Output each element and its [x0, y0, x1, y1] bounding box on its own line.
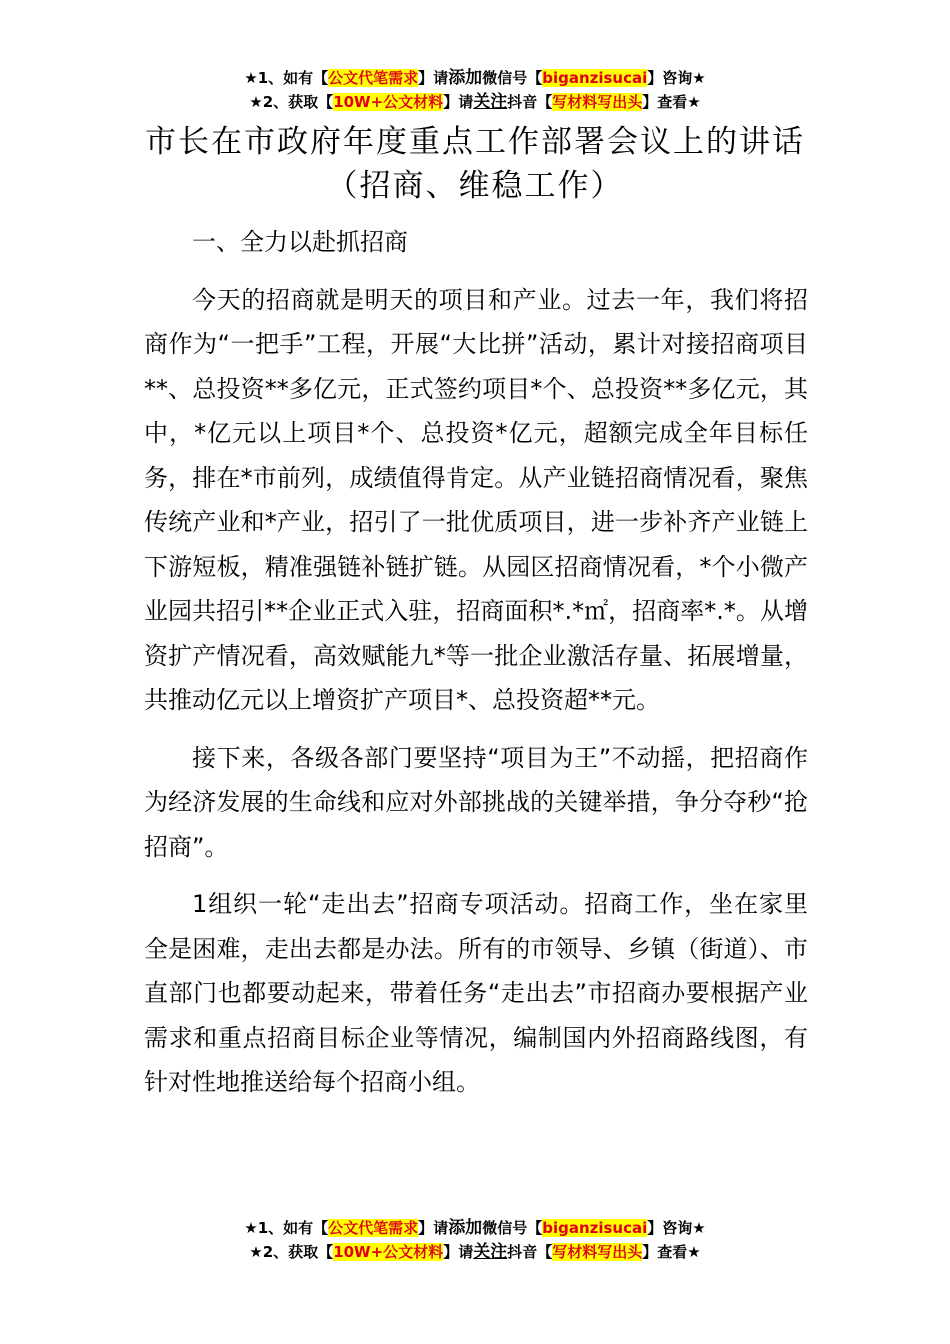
banner-text: 添加: [448, 1218, 483, 1238]
paragraph: 今天的招商就是明天的项目和产业。过去一年，我们将招商作为“一把手”工程，开展“大比拼”活动，累计对接招商项目**、总投资**多亿元，正式签约项目*个、总投资**多亿元，其中，*亿元以上项目*个、总投资*亿元，超额完成全年目标任务，排在*市前列，成绩值得肯定。从产业链招商情况看，聚焦传统产业和*产业，招引了一批优质项目，进一步补齐产业链上下游短板，精准强链补链扩链。从园区招商情况看，*个小微产业园共招引**企业正式入驻，招商面积*.*㎡，招商率*.*。从增资扩产情况看，高效赋能九*等一批企业激活存量、拓展增量，共推动亿元以上增资扩产项目*、总投资超**元。: [144, 285, 808, 714]
banner-text: ★1、如有【: [244, 69, 329, 87]
banner-highlight: 写材料写出头: [552, 1243, 643, 1261]
banner-text: 】请: [443, 93, 474, 111]
banner-text: 】咨询★: [647, 69, 706, 87]
banner-highlight: 10W+公文材料: [333, 93, 444, 111]
paragraph: 接下来，各级各部门要坚持“项目为王”不动摇，把招商作为经济发展的生命线和应对外部挑战的关键举措，争分夺秒“抢招商”。: [144, 743, 808, 861]
banner-line-2: [0, 90, 950, 114]
banner-line-1: [0, 1216, 950, 1240]
banner-text: ★2、获取【: [249, 93, 334, 111]
banner-text: 】查看★: [642, 93, 701, 111]
banner-highlight: 10W+公文材料: [333, 1243, 444, 1261]
banner-text: 抖音【: [507, 1243, 553, 1261]
footer-banner: [0, 1216, 950, 1264]
banner-text: 】请: [443, 1243, 474, 1261]
section-heading: 一、全力以赴抓招商: [192, 228, 408, 256]
banner-highlight: 公文代笔需求: [328, 1219, 419, 1237]
banner-text: ★1、如有【: [244, 1219, 329, 1237]
banner-text: 抖音【: [507, 93, 553, 111]
document-body: [144, 220, 808, 1118]
banner-highlight: 写材料写出头: [552, 93, 643, 111]
paragraph: 1组织一轮“走出去”招商专项活动。招商工作，坐在家里全是困难，走出去都是办法。所有的市领导、乡镇（街道）、市直部门也都要动起来，带着任务“走出去”市招商办要根据产业需求和重点招商目标企业等情况，编制国内外招商路线图，有针对性地推送给每个招商小组。: [144, 890, 808, 1096]
banner-wechat-id: biganzisucai: [542, 1219, 648, 1237]
banner-text: 关注: [473, 1242, 508, 1262]
banner-text: 】请: [418, 1219, 449, 1237]
banner-wechat-id: biganzisucai: [542, 69, 648, 87]
banner-text: ★2、获取【: [249, 1243, 334, 1261]
header-banner: [0, 66, 950, 114]
banner-text: 添加: [448, 68, 483, 88]
banner-text: 关注: [473, 92, 508, 112]
banner-text: 】查看★: [642, 1243, 701, 1261]
banner-highlight: 公文代笔需求: [328, 69, 419, 87]
banner-line-2: [0, 1240, 950, 1264]
banner-text: 】请: [418, 69, 449, 87]
banner-text: 微信号【: [482, 1219, 543, 1237]
banner-text: 微信号【: [482, 69, 543, 87]
document-title: 市长在市政府年度重点工作部署会议上的讲话（招商、维稳工作）: [145, 124, 805, 204]
banner-text: 】咨询★: [647, 1219, 706, 1237]
banner-line-1: [0, 66, 950, 90]
